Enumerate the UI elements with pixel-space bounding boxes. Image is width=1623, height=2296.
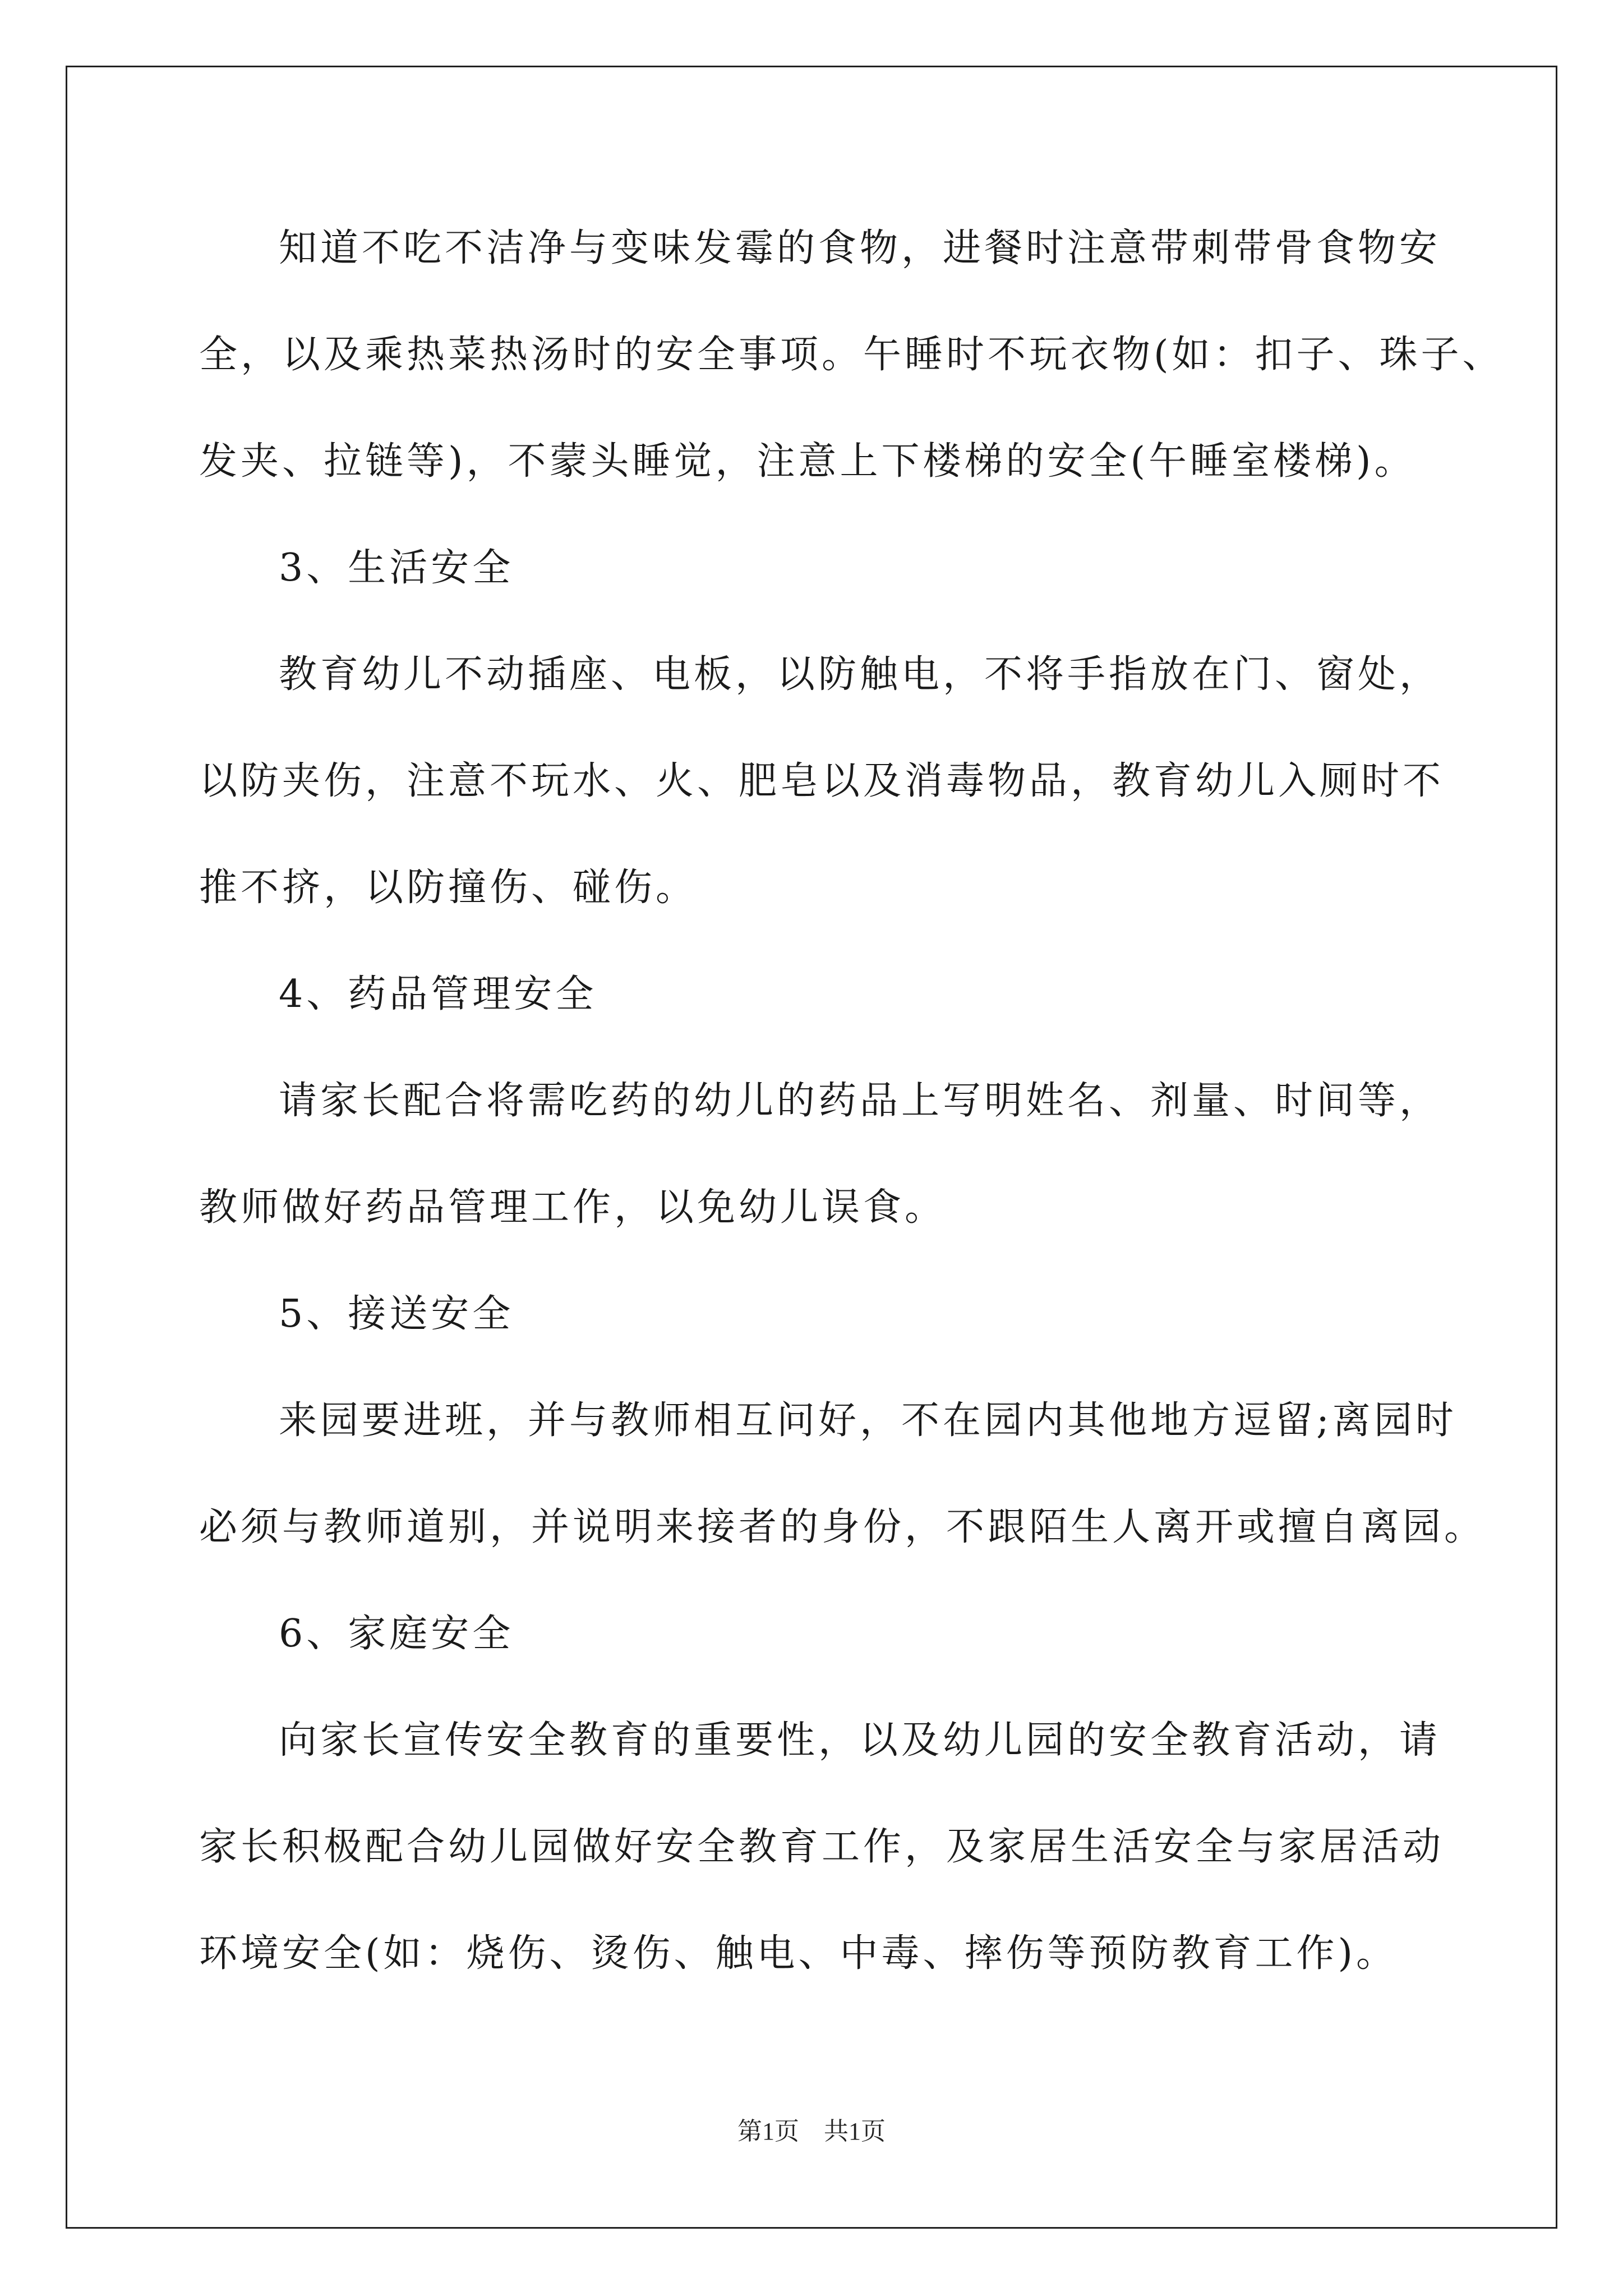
- paragraph-line: 来园要进班，并与教师相互问好，不在园内其他地方逗留;离园时: [279, 1398, 1457, 1443]
- paragraph-line: 发夹、拉链等)，不蒙头睡觉，注意上下楼梯的安全(午睡室楼梯)。: [199, 439, 1416, 484]
- paragraph-line: 教师做好药品管理工作，以免幼儿误食。: [199, 1185, 947, 1230]
- section-heading: 3、生活安全: [279, 546, 514, 590]
- paragraph-line: 请家长配合将需吃药的幼儿的药品上写明姓名、剂量、时间等，: [279, 1079, 1441, 1123]
- paragraph-line: 必须与教师道别，并说明来接者的身份，不跟陌生人离开或擅自离园。: [199, 1505, 1486, 1549]
- page-border: [66, 66, 1557, 2229]
- paragraph-line: 以防夹伤，注意不玩水、火、肥皂以及消毒物品，教育幼儿入厕时不: [199, 759, 1445, 803]
- paragraph-line: 环境安全(如：烧伤、烫伤、触电、中毒、摔伤等预防教育工作)。: [199, 1931, 1398, 1976]
- paragraph-line: 家长积极配合幼儿园做好安全教育工作，及家居生活安全与家居活动: [199, 1825, 1445, 1869]
- paragraph-line: 教育幼儿不动插座、电板，以防触电，不将手指放在门、窗处，: [279, 652, 1441, 697]
- paragraph-line: 知道不吃不洁净与变味发霉的食物，进餐时注意带刺带骨食物安: [279, 226, 1441, 270]
- paragraph-line: 推不挤，以防撞伤、碰伤。: [199, 866, 698, 910]
- page-number-footer: 第1页 共1页: [737, 2118, 886, 2145]
- section-heading: 5、接送安全: [279, 1292, 514, 1336]
- paragraph-line: 全，以及乘热菜热汤时的安全事项。午睡时不玩衣物(如：扣子、珠子、: [199, 333, 1504, 377]
- section-heading: 6、家庭安全: [279, 1612, 514, 1656]
- paragraph-line: 向家长宣传安全教育的重要性，以及幼儿园的安全教育活动，请: [279, 1718, 1441, 1763]
- section-heading: 4、药品管理安全: [279, 972, 597, 1016]
